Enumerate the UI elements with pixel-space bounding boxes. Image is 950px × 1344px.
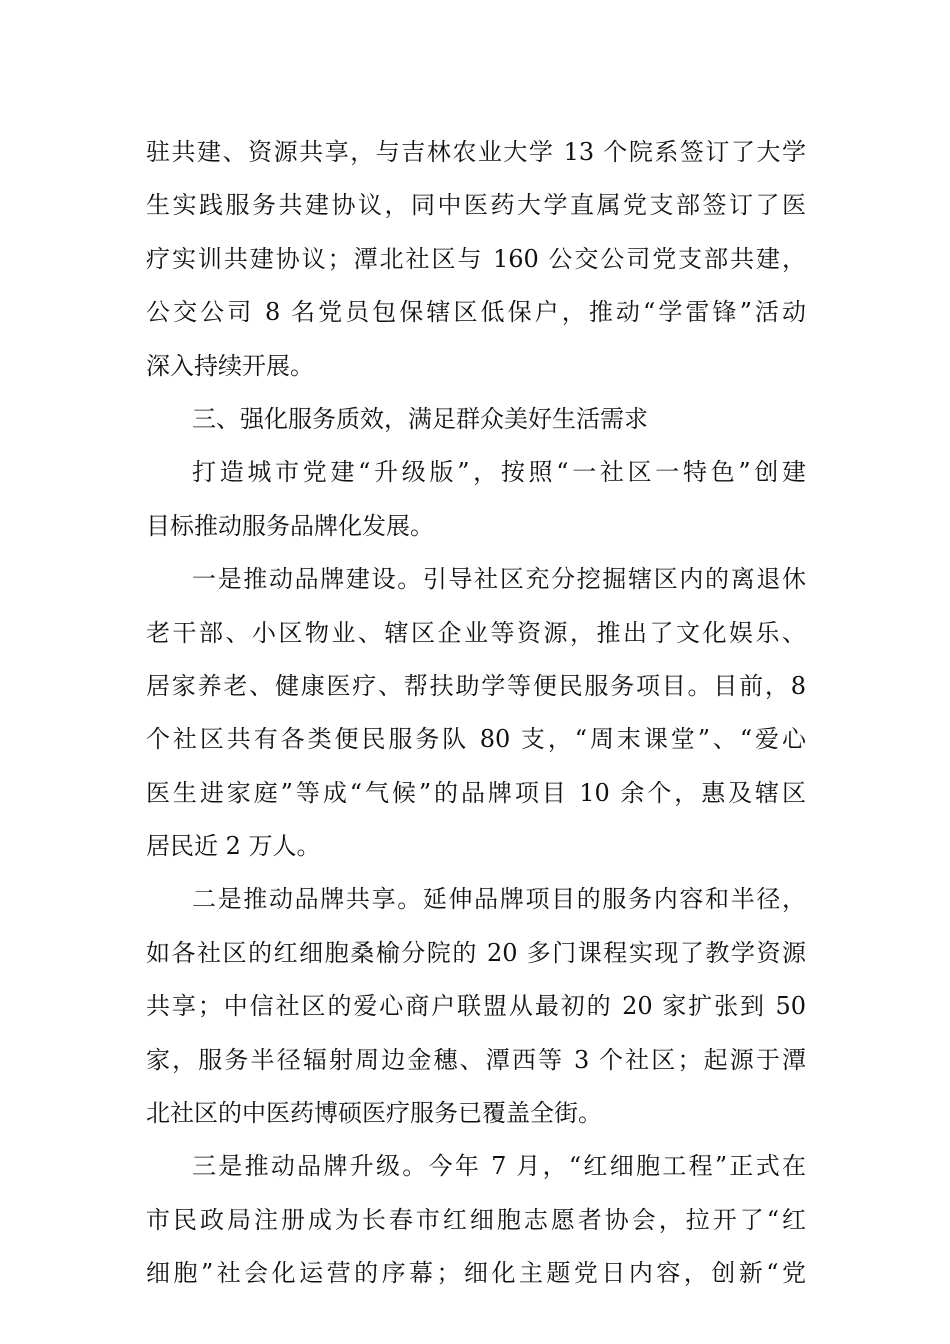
text-line: 细胞”社会化运营的序幕；细化主题党日内容，创新“党: [146, 1259, 806, 1288]
text-line: 打造城市党建“升级版”，按照“一社区一特色”创建: [192, 458, 806, 487]
text-line: 如各社区的红细胞桑榆分院的 20 多门课程实现了教学资源: [146, 938, 806, 967]
text-line: 公交公司 8 名党员包保辖区低保户，推动“学雷锋”活动: [146, 298, 806, 327]
text-line: 老干部、小区物业、辖区企业等资源，推出了文化娱乐、: [146, 618, 806, 647]
text-line: 居民近 2 万人。: [146, 832, 321, 861]
text-line: 生实践服务共建协议，同中医药大学直属党支部签订了医: [146, 191, 806, 220]
text-line: 家，服务半径辐射周边金穗、潭西等 3 个社区；起源于潭: [146, 1045, 806, 1074]
text-line: 目标推动服务品牌化发展。: [146, 511, 434, 540]
text-line: 共享；中信社区的爱心商户联盟从最初的 20 家扩张到 50: [146, 992, 806, 1021]
document-body: [146, 126, 806, 1301]
text-line: 医生进家庭”等成“气候”的品牌项目 10 余个，惠及辖区: [146, 778, 806, 807]
text-line: 市民政局注册成为长春市红细胞志愿者协会，拉开了“红: [146, 1205, 806, 1234]
text-line: 一是推动品牌建设。引导社区充分挖掘辖区内的离退休: [192, 565, 806, 594]
text-line: 二是推动品牌共享。延伸品牌项目的服务内容和半径，: [192, 885, 806, 914]
section-heading: 三、强化服务质效，满足群众美好生活需求: [192, 404, 648, 433]
text-line: 驻共建、资源共享，与吉林农业大学 13 个院系签订了大学: [146, 138, 806, 166]
text-line: 深入持续开展。: [146, 351, 314, 380]
text-line: 居家养老、健康医疗、帮扶助学等便民服务项目。目前，8: [146, 671, 806, 700]
text-line: 三是推动品牌升级。今年 7 月，“红细胞工程”正式在: [192, 1152, 806, 1181]
text-line: 个社区共有各类便民服务队 80 支，“周末课堂”、“爱心: [146, 725, 806, 754]
text-line: 北社区的中医药博硕医疗服务已覆盖全街。: [146, 1099, 602, 1128]
text-line: 疗实训共建协议；潭北社区与 160 公交公司党支部共建，: [146, 244, 806, 273]
